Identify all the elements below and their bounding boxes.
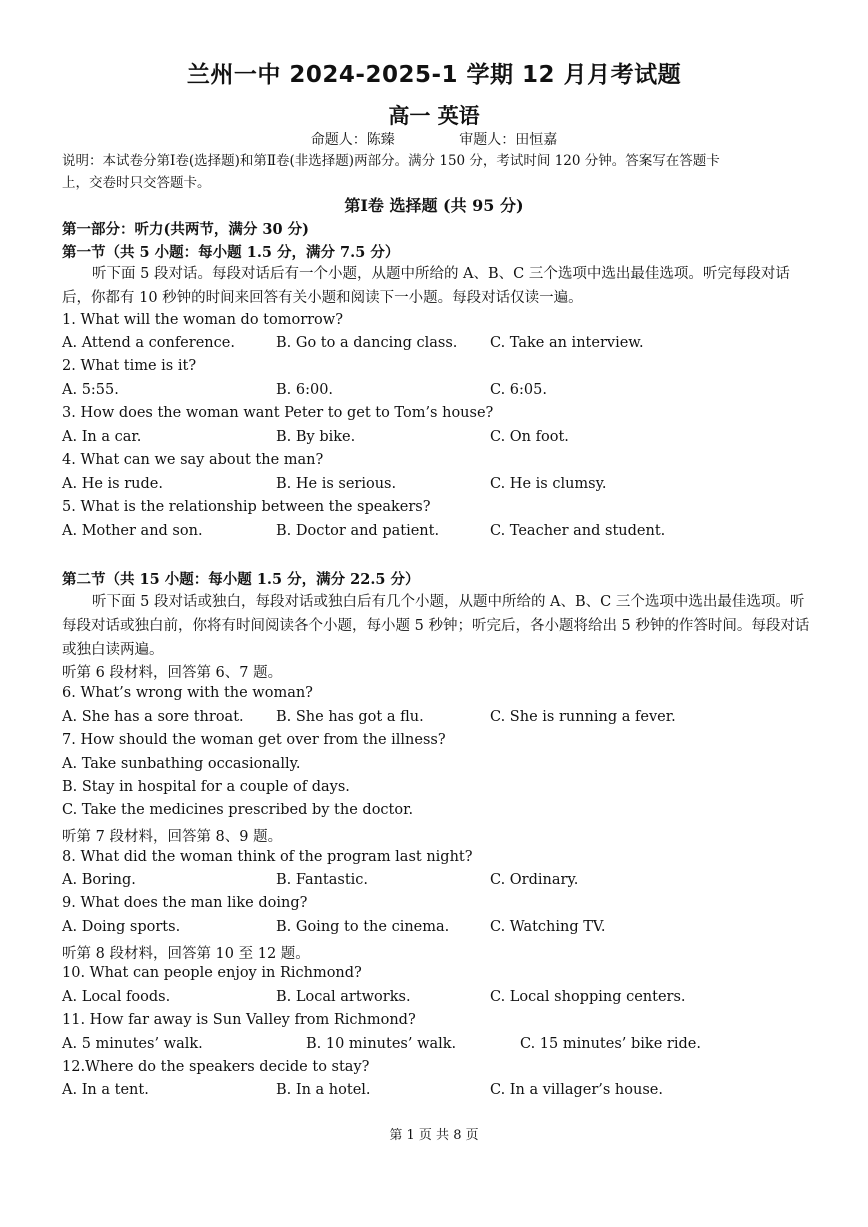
q7-option-c: C. Take the medicines prescribed by the doctor. — [62, 802, 414, 818]
exam-subtitle: 高一 英语 — [388, 104, 480, 128]
q7-option-a: A. Take sunbathing occasionally. — [62, 756, 301, 772]
question-10: 10. What can people enjoy in Richmond? — [62, 965, 362, 981]
q1-option-c: C. Take an interview. — [490, 335, 644, 351]
q3-option-b: B. By bike. — [276, 429, 356, 445]
q1-option-b: B. Go to a dancing class. — [276, 335, 458, 351]
q1-option-a: A. Attend a conference. — [62, 335, 235, 351]
question-2: 2. What time is it? — [62, 358, 197, 374]
q9-option-a: A. Doing sports. — [62, 919, 181, 935]
q5-option-c: C. Teacher and student. — [490, 523, 666, 539]
question-1: 1. What will the woman do tomorrow? — [62, 312, 343, 328]
q4-option-b: B. He is serious. — [276, 476, 397, 492]
q10-option-b: B. Local artworks. — [276, 989, 411, 1005]
section2-directions: 听下面 5 段对话或独白，每段对话或独白后有几个小题，从题中所给的 A、B、C 三个选项中选出最佳选项。听每段对话或独白前，你将有时间阅读各个小题，每小题 5 秒钟；听完后，各小题将给出 5 秒钟的作答时间。每段对话或独白读两遍。 — [62, 594, 810, 658]
instructions-line-2: 上，交卷时只交答题卡。 — [62, 175, 211, 191]
q4-option-c: C. He is clumsy. — [490, 476, 607, 492]
q5-option-b: B. Doctor and patient. — [276, 523, 440, 539]
q2-option-c: C. 6:05. — [490, 382, 547, 398]
q10-option-a: A. Local foods. — [62, 989, 171, 1005]
q3-option-a: A. In a car. — [62, 429, 142, 445]
authors-line — [0, 129, 868, 149]
q11-option-c: C. 15 minutes’ bike ride. — [520, 1036, 701, 1052]
q8-option-b: B. Fantastic. — [276, 872, 369, 888]
part1-title: 第一部分：听力(共两节，满分 30 分) — [62, 221, 309, 238]
instructions-line-1: 说明：本试卷分第Ⅰ卷(选择题)和第Ⅱ卷(非选择题)两部分。满分 150 分，考试时间 120 分钟。答案写在答题卡 — [62, 153, 720, 169]
q11-option-b: B. 10 minutes’ walk. — [306, 1036, 457, 1052]
q5-option-a: A. Mother and son. — [62, 523, 203, 539]
question-11: 11. How far away is Sun Valley from Richmond? — [62, 1012, 416, 1028]
material-7-note: 听第 7 段材料，回答第 8、9 题。 — [62, 829, 283, 845]
material-8-note: 听第 8 段材料，回答第 10 至 12 题。 — [62, 946, 310, 962]
q2-option-b: B. 6:00. — [276, 382, 334, 398]
q10-option-c: C. Local shopping centers. — [490, 989, 686, 1005]
question-12: 12.Where do the speakers decide to stay? — [62, 1059, 370, 1075]
q9-option-b: B. Going to the cinema. — [276, 919, 450, 935]
volume-title: 第Ⅰ卷 选择题 (共 95 分) — [344, 196, 524, 215]
q12-option-a: A. In a tent. — [62, 1082, 149, 1098]
question-5: 5. What is the relationship between the speakers? — [62, 499, 431, 515]
q11-option-a: A. 5 minutes’ walk. — [62, 1036, 203, 1052]
setter: 命题人：陈臻 — [310, 132, 395, 148]
question-7: 7. How should the woman get over from the illness? — [62, 732, 446, 748]
page-footer: 第 1 页 共 8 页 — [389, 1128, 479, 1143]
q4-option-a: A. He is rude. — [62, 476, 163, 492]
q12-option-c: C. In a villager’s house. — [490, 1082, 663, 1098]
q9-option-c: C. Watching TV. — [490, 919, 606, 935]
reviewer: 审题人：田恒嘉 — [459, 132, 558, 148]
q2-option-a: A. 5:55. — [62, 382, 119, 398]
q8-option-a: A. Boring. — [62, 872, 136, 888]
question-8: 8. What did the woman think of the program last night? — [62, 849, 473, 865]
section2-title: 第二节（共 15 小题：每小题 1.5 分，满分 22.5 分） — [62, 571, 420, 588]
section1-title: 第一节（共 5 小题：每小题 1.5 分，满分 7.5 分） — [62, 244, 400, 261]
q7-option-b: B. Stay in hospital for a couple of days. — [62, 779, 350, 795]
q6-option-a: A. She has a sore throat. — [62, 709, 244, 725]
question-9: 9. What does the man like doing? — [62, 895, 308, 911]
q12-option-b: B. In a hotel. — [276, 1082, 371, 1098]
material-6-note: 听第 6 段材料，回答第 6、7 题。 — [62, 665, 283, 681]
q6-option-c: C. She is running a fever. — [490, 709, 676, 725]
section1-directions: 听下面 5 段对话。每段对话后有一个小题，从题中所给的 A、B、C 三个选项中选出最佳选项。听完每段对话后，你都有 10 秒钟的时间来回答有关小题和阅读下一小题。每段对话仅读一遍。 — [62, 266, 790, 306]
q8-option-c: C. Ordinary. — [490, 872, 579, 888]
q3-option-c: C. On foot. — [490, 429, 569, 445]
question-4: 4. What can we say about the man? — [62, 452, 324, 468]
exam-title: 兰州一中 2024-2025-1 学期 12 月月考试题 — [186, 62, 682, 88]
question-6: 6. What’s wrong with the woman? — [62, 685, 313, 701]
q6-option-b: B. She has got a flu. — [276, 709, 424, 725]
question-3: 3. How does the woman want Peter to get to Tom’s house? — [62, 405, 494, 421]
